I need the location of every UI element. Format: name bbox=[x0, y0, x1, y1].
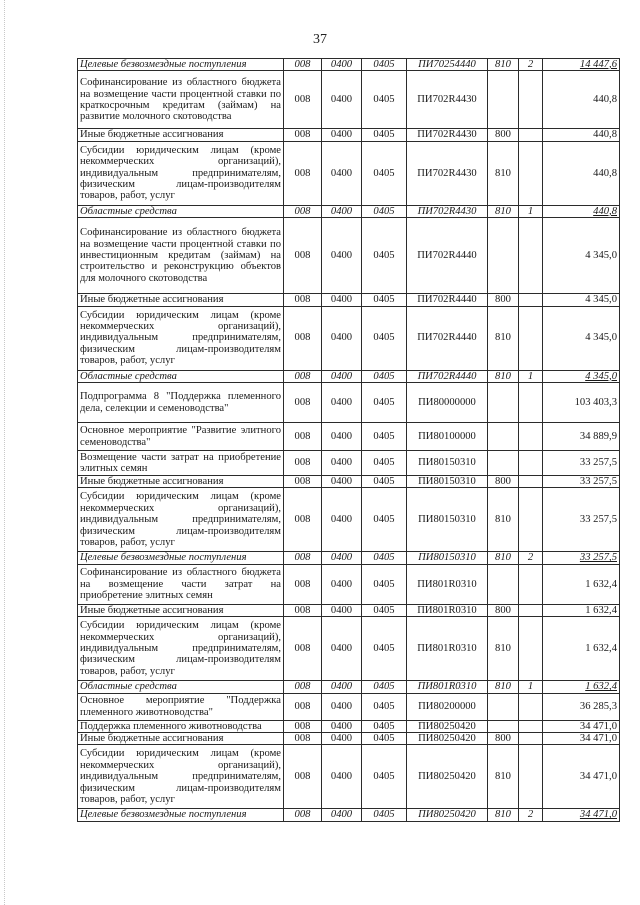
row-amount-cell: 440,8 bbox=[543, 71, 620, 129]
row-expense-type-cell: 810 bbox=[488, 681, 519, 693]
table-row bbox=[78, 423, 620, 451]
table-row bbox=[78, 218, 620, 294]
row-section-cell: 0400 bbox=[322, 370, 362, 382]
row-subsection-cell: 0405 bbox=[362, 681, 407, 693]
row-expense-type-cell: 800 bbox=[488, 129, 519, 141]
row-target-article-cell: ПИ80150310 bbox=[407, 451, 488, 476]
table-row bbox=[78, 141, 620, 205]
row-ecr-cell bbox=[519, 604, 543, 616]
row-subsection-cell: 0405 bbox=[362, 306, 407, 370]
row-amount-cell: 103 403,3 bbox=[543, 383, 620, 423]
row-grbs-cell: 008 bbox=[284, 809, 322, 821]
row-amount-cell: 33 257,5 bbox=[543, 476, 620, 488]
row-subsection-cell: 0405 bbox=[362, 604, 407, 616]
row-ecr-cell bbox=[519, 733, 543, 745]
table-row bbox=[78, 476, 620, 488]
row-name-cell: Софинансирование из областного бюджета на возмещение части затрат на приобретение элитных семян bbox=[78, 564, 284, 604]
row-subsection-cell: 0405 bbox=[362, 552, 407, 564]
row-amount-cell: 34 471,0 bbox=[543, 720, 620, 732]
row-subsection-cell: 0405 bbox=[362, 423, 407, 451]
table-row bbox=[78, 294, 620, 306]
table-row bbox=[78, 59, 620, 71]
row-amount-cell: 4 345,0 bbox=[543, 218, 620, 294]
row-expense-type-cell: 800 bbox=[488, 294, 519, 306]
page-number: 37 bbox=[313, 32, 327, 47]
row-subsection-cell: 0405 bbox=[362, 564, 407, 604]
row-target-article-cell: ПИ80100000 bbox=[407, 423, 488, 451]
row-grbs-cell: 008 bbox=[284, 693, 322, 720]
row-name-cell: Иные бюджетные ассигнования bbox=[78, 294, 284, 306]
row-grbs-cell: 008 bbox=[284, 71, 322, 129]
row-amount-cell: 1 632,4 bbox=[543, 604, 620, 616]
table-row bbox=[78, 809, 620, 821]
row-amount-cell: 34 471,0 bbox=[543, 733, 620, 745]
row-target-article-cell: ПИ801R0310 bbox=[407, 604, 488, 616]
row-expense-type-cell: 800 bbox=[488, 604, 519, 616]
row-expense-type-cell: 810 bbox=[488, 59, 519, 71]
row-grbs-cell: 008 bbox=[284, 604, 322, 616]
row-grbs-cell: 008 bbox=[284, 59, 322, 71]
row-name-cell: Областные средства bbox=[78, 370, 284, 382]
row-grbs-cell: 008 bbox=[284, 476, 322, 488]
table-row bbox=[78, 370, 620, 382]
row-grbs-cell: 008 bbox=[284, 141, 322, 205]
row-subsection-cell: 0405 bbox=[362, 745, 407, 809]
row-target-article-cell: ПИ702R4430 bbox=[407, 205, 488, 217]
table-row bbox=[78, 681, 620, 693]
row-ecr-cell: 1 bbox=[519, 681, 543, 693]
row-target-article-cell: ПИ801R0310 bbox=[407, 564, 488, 604]
row-target-article-cell: ПИ702R4430 bbox=[407, 141, 488, 205]
row-expense-type-cell: 800 bbox=[488, 733, 519, 745]
row-name-cell: Софинансирование из областного бюджета на возмещение части процентной ставки по инвестиционным кредитам (займам) на строительство и реконструкцию объектов для молочного скотоводства bbox=[78, 218, 284, 294]
row-target-article-cell: ПИ80250420 bbox=[407, 733, 488, 745]
row-subsection-cell: 0405 bbox=[362, 129, 407, 141]
row-amount-cell: 1 632,4 bbox=[543, 617, 620, 681]
row-grbs-cell: 008 bbox=[284, 306, 322, 370]
row-section-cell: 0400 bbox=[322, 488, 362, 552]
row-ecr-cell bbox=[519, 129, 543, 141]
row-name-cell: Субсидии юридическим лицам (кроме некоммерческих организаций), индивидуальным предпринимателям, физическим лицам-производителям товаров, работ, услуг bbox=[78, 617, 284, 681]
row-amount-cell: 34 471,0 bbox=[543, 809, 620, 821]
row-grbs-cell: 008 bbox=[284, 370, 322, 382]
table-row bbox=[78, 733, 620, 745]
row-section-cell: 0400 bbox=[322, 476, 362, 488]
row-ecr-cell bbox=[519, 720, 543, 732]
row-name-cell: Целевые безвозмездные поступления bbox=[78, 552, 284, 564]
table-row bbox=[78, 383, 620, 423]
row-ecr-cell: 1 bbox=[519, 205, 543, 217]
table-row bbox=[78, 745, 620, 809]
table-row bbox=[78, 488, 620, 552]
row-expense-type-cell: 810 bbox=[488, 617, 519, 681]
row-name-cell: Поддержка племенного животноводства bbox=[78, 720, 284, 732]
table-row bbox=[78, 604, 620, 616]
row-grbs-cell: 008 bbox=[284, 451, 322, 476]
table-row bbox=[78, 71, 620, 129]
row-amount-cell: 4 345,0 bbox=[543, 294, 620, 306]
row-section-cell: 0400 bbox=[322, 720, 362, 732]
row-amount-cell: 14 447,6 bbox=[543, 59, 620, 71]
row-amount-cell: 33 257,5 bbox=[543, 488, 620, 552]
row-expense-type-cell bbox=[488, 218, 519, 294]
row-subsection-cell: 0405 bbox=[362, 294, 407, 306]
row-amount-cell: 36 285,3 bbox=[543, 693, 620, 720]
row-subsection-cell: 0405 bbox=[362, 141, 407, 205]
row-name-cell: Софинансирование из областного бюджета на возмещение части процентной ставки по краткосрочным кредитам (займам) на развитие молочного скотоводства bbox=[78, 71, 284, 129]
row-target-article-cell: ПИ80150310 bbox=[407, 476, 488, 488]
table-row bbox=[78, 693, 620, 720]
table-row bbox=[78, 720, 620, 732]
table-row bbox=[78, 205, 620, 217]
row-ecr-cell bbox=[519, 693, 543, 720]
row-subsection-cell: 0405 bbox=[362, 809, 407, 821]
row-target-article-cell: ПИ801R0310 bbox=[407, 617, 488, 681]
binding-edge bbox=[4, 0, 8, 905]
row-target-article-cell: ПИ80200000 bbox=[407, 693, 488, 720]
row-expense-type-cell: 810 bbox=[488, 745, 519, 809]
row-section-cell: 0400 bbox=[322, 693, 362, 720]
row-ecr-cell: 1 bbox=[519, 370, 543, 382]
row-target-article-cell: ПИ702R4430 bbox=[407, 129, 488, 141]
row-amount-cell: 33 257,5 bbox=[543, 552, 620, 564]
row-grbs-cell: 008 bbox=[284, 552, 322, 564]
row-section-cell: 0400 bbox=[322, 604, 362, 616]
row-ecr-cell bbox=[519, 476, 543, 488]
row-grbs-cell: 008 bbox=[284, 745, 322, 809]
row-name-cell: Субсидии юридическим лицам (кроме некоммерческих организаций), индивидуальным предпринимателям, физическим лицам-производителям товаров, работ, услуг bbox=[78, 745, 284, 809]
row-grbs-cell: 008 bbox=[284, 564, 322, 604]
row-target-article-cell: ПИ70254440 bbox=[407, 59, 488, 71]
row-name-cell: Областные средства bbox=[78, 205, 284, 217]
row-expense-type-cell: 810 bbox=[488, 141, 519, 205]
row-grbs-cell: 008 bbox=[284, 488, 322, 552]
row-section-cell: 0400 bbox=[322, 218, 362, 294]
row-expense-type-cell bbox=[488, 423, 519, 451]
row-name-cell: Иные бюджетные ассигнования bbox=[78, 733, 284, 745]
budget-table-body bbox=[78, 59, 620, 822]
row-amount-cell: 1 632,4 bbox=[543, 681, 620, 693]
row-grbs-cell: 008 bbox=[284, 383, 322, 423]
row-section-cell: 0400 bbox=[322, 745, 362, 809]
row-grbs-cell: 008 bbox=[284, 681, 322, 693]
row-section-cell: 0400 bbox=[322, 552, 362, 564]
row-amount-cell: 34 889,9 bbox=[543, 423, 620, 451]
row-ecr-cell bbox=[519, 423, 543, 451]
row-name-cell: Иные бюджетные ассигнования bbox=[78, 129, 284, 141]
row-subsection-cell: 0405 bbox=[362, 617, 407, 681]
row-expense-type-cell: 810 bbox=[488, 809, 519, 821]
row-expense-type-cell bbox=[488, 71, 519, 129]
row-section-cell: 0400 bbox=[322, 733, 362, 745]
row-subsection-cell: 0405 bbox=[362, 720, 407, 732]
row-subsection-cell: 0405 bbox=[362, 476, 407, 488]
row-amount-cell: 440,8 bbox=[543, 141, 620, 205]
row-expense-type-cell bbox=[488, 720, 519, 732]
row-name-cell: Подпрограмма 8 "Поддержка племенного дела, селекции и семеноводства" bbox=[78, 383, 284, 423]
row-target-article-cell: ПИ80000000 bbox=[407, 383, 488, 423]
row-section-cell: 0400 bbox=[322, 809, 362, 821]
row-grbs-cell: 008 bbox=[284, 294, 322, 306]
row-subsection-cell: 0405 bbox=[362, 205, 407, 217]
row-section-cell: 0400 bbox=[322, 681, 362, 693]
table-row bbox=[78, 564, 620, 604]
row-ecr-cell bbox=[519, 306, 543, 370]
row-subsection-cell: 0405 bbox=[362, 218, 407, 294]
row-name-cell: Основное мероприятие "Поддержка племенного животноводства" bbox=[78, 693, 284, 720]
row-expense-type-cell bbox=[488, 693, 519, 720]
row-name-cell: Субсидии юридическим лицам (кроме некоммерческих организаций), индивидуальным предпринимателям, физическим лицам-производителям товаров, работ, услуг bbox=[78, 306, 284, 370]
row-name-cell: Иные бюджетные ассигнования bbox=[78, 604, 284, 616]
row-ecr-cell bbox=[519, 488, 543, 552]
row-ecr-cell: 2 bbox=[519, 552, 543, 564]
row-section-cell: 0400 bbox=[322, 294, 362, 306]
row-subsection-cell: 0405 bbox=[362, 451, 407, 476]
row-section-cell: 0400 bbox=[322, 451, 362, 476]
row-amount-cell: 33 257,5 bbox=[543, 451, 620, 476]
row-target-article-cell: ПИ702R4440 bbox=[407, 218, 488, 294]
row-expense-type-cell bbox=[488, 564, 519, 604]
row-subsection-cell: 0405 bbox=[362, 693, 407, 720]
row-expense-type-cell: 810 bbox=[488, 488, 519, 552]
row-name-cell: Субсидии юридическим лицам (кроме некоммерческих организаций), индивидуальным предпринимателям, физическим лицам-производителям товаров, работ, услуг bbox=[78, 141, 284, 205]
row-expense-type-cell: 810 bbox=[488, 552, 519, 564]
row-section-cell: 0400 bbox=[322, 205, 362, 217]
row-ecr-cell bbox=[519, 218, 543, 294]
row-expense-type-cell: 810 bbox=[488, 370, 519, 382]
row-ecr-cell bbox=[519, 451, 543, 476]
row-section-cell: 0400 bbox=[322, 306, 362, 370]
row-target-article-cell: ПИ80150310 bbox=[407, 552, 488, 564]
row-ecr-cell bbox=[519, 71, 543, 129]
row-ecr-cell bbox=[519, 564, 543, 604]
row-name-cell: Целевые безвозмездные поступления bbox=[78, 809, 284, 821]
row-section-cell: 0400 bbox=[322, 129, 362, 141]
row-subsection-cell: 0405 bbox=[362, 59, 407, 71]
row-target-article-cell: ПИ80250420 bbox=[407, 745, 488, 809]
row-ecr-cell bbox=[519, 617, 543, 681]
row-grbs-cell: 008 bbox=[284, 423, 322, 451]
row-name-cell: Субсидии юридическим лицам (кроме некоммерческих организаций), индивидуальным предпринимателям, физическим лицам-производителям товаров, работ, услуг bbox=[78, 488, 284, 552]
row-ecr-cell: 2 bbox=[519, 809, 543, 821]
row-amount-cell: 34 471,0 bbox=[543, 745, 620, 809]
row-grbs-cell: 008 bbox=[284, 720, 322, 732]
row-subsection-cell: 0405 bbox=[362, 733, 407, 745]
row-grbs-cell: 008 bbox=[284, 733, 322, 745]
row-expense-type-cell: 810 bbox=[488, 306, 519, 370]
row-section-cell: 0400 bbox=[322, 423, 362, 451]
row-expense-type-cell bbox=[488, 383, 519, 423]
row-amount-cell: 4 345,0 bbox=[543, 370, 620, 382]
row-amount-cell: 4 345,0 bbox=[543, 306, 620, 370]
row-target-article-cell: ПИ702R4440 bbox=[407, 306, 488, 370]
row-ecr-cell bbox=[519, 294, 543, 306]
row-grbs-cell: 008 bbox=[284, 617, 322, 681]
row-section-cell: 0400 bbox=[322, 383, 362, 423]
table-row bbox=[78, 451, 620, 476]
row-expense-type-cell bbox=[488, 451, 519, 476]
row-name-cell: Целевые безвозмездные поступления bbox=[78, 59, 284, 71]
row-amount-cell: 440,8 bbox=[543, 205, 620, 217]
row-subsection-cell: 0405 bbox=[362, 488, 407, 552]
table-row bbox=[78, 306, 620, 370]
row-target-article-cell: ПИ801R0310 bbox=[407, 681, 488, 693]
row-name-cell: Областные средства bbox=[78, 681, 284, 693]
row-grbs-cell: 008 bbox=[284, 205, 322, 217]
table-row bbox=[78, 552, 620, 564]
row-amount-cell: 1 632,4 bbox=[543, 564, 620, 604]
row-grbs-cell: 008 bbox=[284, 218, 322, 294]
row-section-cell: 0400 bbox=[322, 59, 362, 71]
row-section-cell: 0400 bbox=[322, 71, 362, 129]
row-target-article-cell: ПИ702R4440 bbox=[407, 294, 488, 306]
row-subsection-cell: 0405 bbox=[362, 383, 407, 423]
table-row bbox=[78, 617, 620, 681]
table-row bbox=[78, 129, 620, 141]
row-target-article-cell: ПИ80150310 bbox=[407, 488, 488, 552]
row-section-cell: 0400 bbox=[322, 564, 362, 604]
row-name-cell: Возмещение части затрат на приобретение элитных семян bbox=[78, 451, 284, 476]
row-ecr-cell: 2 bbox=[519, 59, 543, 71]
row-target-article-cell: ПИ702R4440 bbox=[407, 370, 488, 382]
row-ecr-cell bbox=[519, 745, 543, 809]
row-amount-cell: 440,8 bbox=[543, 129, 620, 141]
row-ecr-cell bbox=[519, 141, 543, 205]
row-grbs-cell: 008 bbox=[284, 129, 322, 141]
row-expense-type-cell: 800 bbox=[488, 476, 519, 488]
row-expense-type-cell: 810 bbox=[488, 205, 519, 217]
row-target-article-cell: ПИ80250420 bbox=[407, 809, 488, 821]
row-target-article-cell: ПИ702R4430 bbox=[407, 71, 488, 129]
row-target-article-cell: ПИ80250420 bbox=[407, 720, 488, 732]
row-section-cell: 0400 bbox=[322, 141, 362, 205]
row-name-cell: Иные бюджетные ассигнования bbox=[78, 476, 284, 488]
row-ecr-cell bbox=[519, 383, 543, 423]
row-subsection-cell: 0405 bbox=[362, 71, 407, 129]
row-name-cell: Основное мероприятие "Развитие элитного семеноводства" bbox=[78, 423, 284, 451]
budget-table bbox=[77, 58, 620, 822]
row-section-cell: 0400 bbox=[322, 617, 362, 681]
row-subsection-cell: 0405 bbox=[362, 370, 407, 382]
